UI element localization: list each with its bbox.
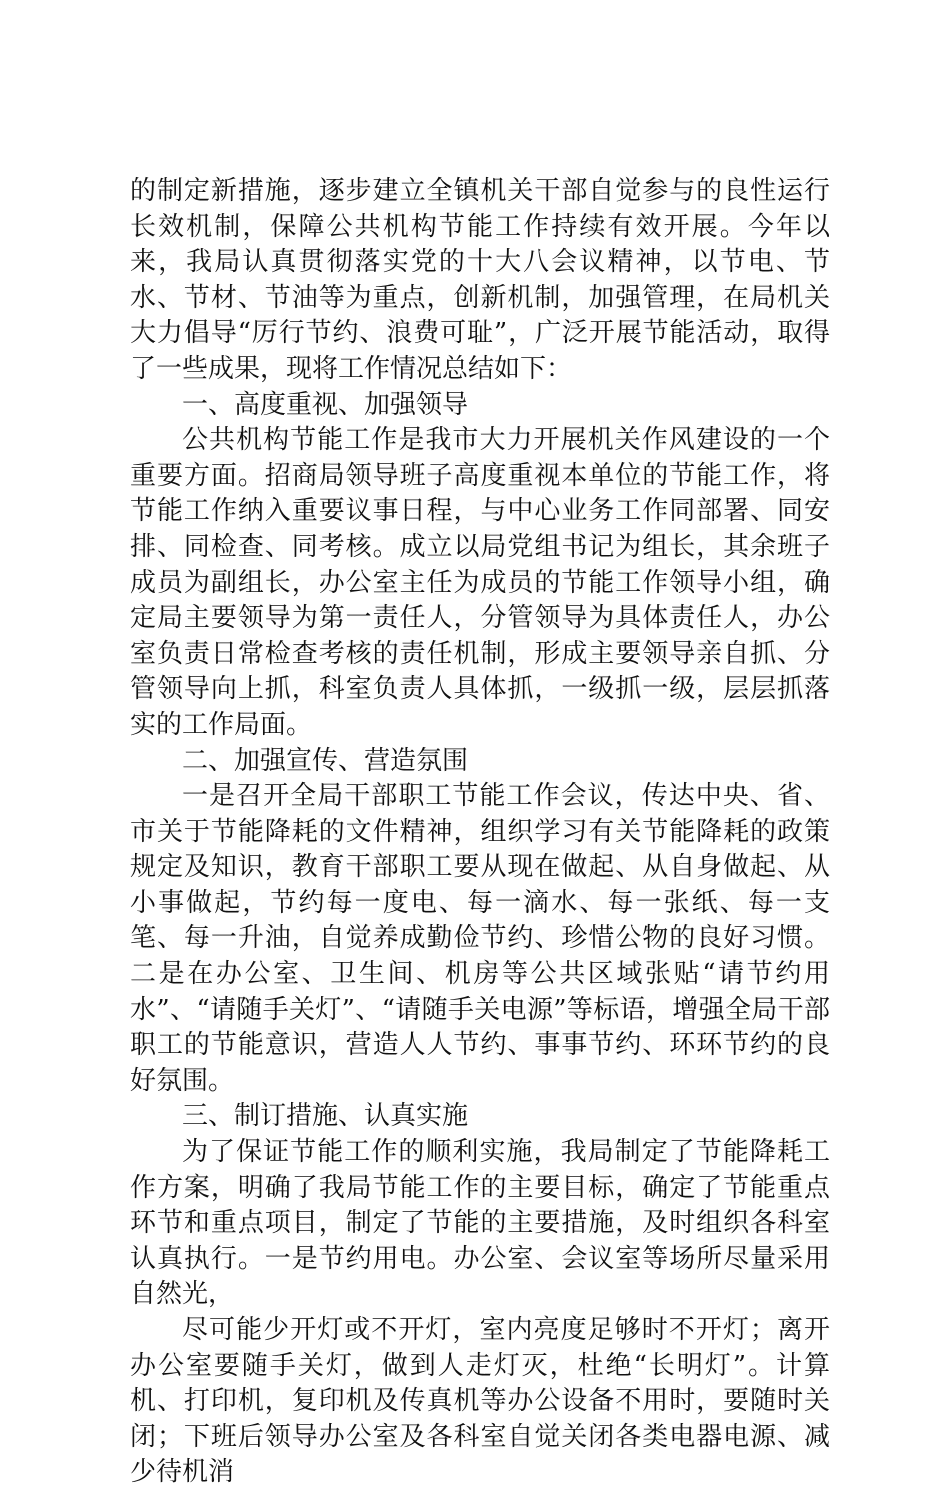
paragraph-section-3-continued: 尽可能少开灯或不开灯，室内亮度足够时不开灯；离开办公室要随手关灯，做到人走灯灭，杜绝“长明灯”。计算机、打印机，复印机及传真机等办公设备不用时，要随时关闭；下班后领导办公室及各科室自觉关闭各类电器电源、减少待机消 xyxy=(130,1315,830,1488)
section-heading-1: 一、高度重视、加强领导 xyxy=(182,389,469,420)
section-heading-2: 二、加强宣传、营造氛围 xyxy=(182,745,469,776)
paragraph-intro: 的制定新措施，逐步建立全镇机关干部自觉参与的良性运行长效机制，保障公共机构节能工作持续有效开展。今年以来，我局认真贯彻落实党的十大八会议精神，以节电、节水、节材、节油等为重点，创新机制，加强管理，在局机关大力倡导“厉行节约、浪费可耻”，广泛开展节能活动，取得了一些成果，现将工作情况总结如下： xyxy=(130,176,830,384)
section-heading-3: 三、制订措施、认真实施 xyxy=(182,1101,469,1132)
paragraph-section-3: 为了保证节能工作的顺利实施，我局制定了节能降耗工作方案，明确了我局节能工作的主要目标，确定了节能重点环节和重点项目，制定了节能的主要措施，及时组织各科室认真执行。一是节约用电。办公室、会议室等场所尽量采用自然光， xyxy=(130,1137,830,1310)
document-body xyxy=(130,174,830,1491)
paragraph-section-2: 一是召开全局干部职工节能工作会议，传达中央、省、市关于节能降耗的文件精神，组织学习有关节能降耗的政策规定及知识，教育干部职工要从现在做起、从自身做起、从小事做起，节约每一度电、每一滴水、每一张纸、每一支笔、每一升油，自觉养成勤俭节约、珍惜公物的良好习惯。二是在办公室、卫生间、机房等公共区域张贴“请节约用水”、“请随手关灯”、“请随手关电源”等标语，增强全局干部职工的节能意识，营造人人节约、事事节约、环环节约的良好氛围。 xyxy=(130,781,830,1096)
paragraph-section-1: 公共机构节能工作是我市大力开展机关作风建设的一个重要方面。招商局领导班子高度重视本单位的节能工作，将节能工作纳入重要议事日程，与中心业务工作同部署、同安排、同检查、同考核。成立以局党组书记为组长，其余班子成员为副组长，办公室主任为成员的节能工作领导小组，确定局主要领导为第一责任人，分管领导为具体责任人，办公室负责日常检查考核的责任机制，形成主要领导亲自抓、分管领导向上抓，科室负责人具体抓，一级抓一级，层层抓落实的工作局面。 xyxy=(130,425,830,740)
